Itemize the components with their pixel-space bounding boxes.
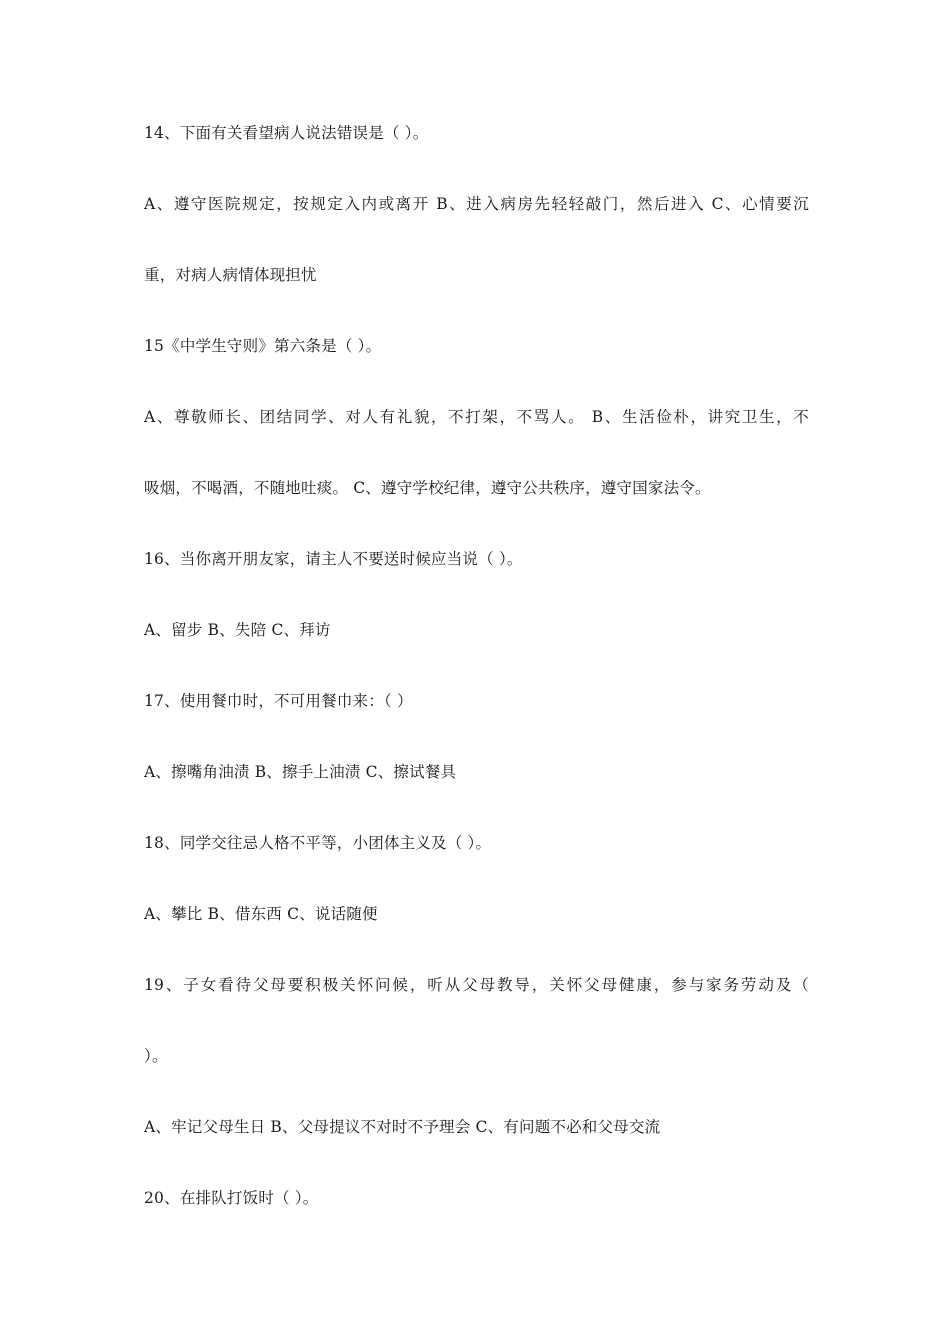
spacer [144, 152, 809, 188]
question-14-options-line-1: A、遵守医院规定，按规定入内或离开 B、进入病房先轻轻敲门，然后进入 C、心情要沉 [144, 195, 809, 213]
question-17-stem: 17、使用餐巾时，不可用餐巾来：（ ） [144, 692, 413, 710]
spacer [144, 791, 809, 827]
question-15-options-line-1: A、尊敬师长、团结同学、对人有礼貌，不打架，不骂人。 B、生活俭朴，讲究卫生，不 [144, 408, 809, 426]
question-16-options: A、留步 B、失陪 C、拜访 [144, 621, 331, 639]
spacer [144, 1004, 809, 1040]
spacer [144, 720, 809, 756]
question-20-stem: 20、在排队打饭时（ ）。 [144, 1189, 319, 1207]
question-17-options: A、擦嘴角油渍 B、擦手上油渍 C、擦试餐具 [144, 763, 457, 781]
question-15-options-line-2: 吸烟，不喝酒，不随地吐痰。 C、遵守学校纪律，遵守公共秩序，遵守国家法令。 [144, 479, 711, 497]
spacer [144, 862, 809, 898]
question-16-stem: 16、当你离开朋友家，请主人不要送时候应当说（ ）。 [144, 550, 523, 568]
question-19-stem-line-1: 19、子女看待父母要积极关怀问候，听从父母教导，关怀父母健康，参与家务劳动及（ [144, 976, 809, 994]
question-list [144, 116, 809, 1217]
spacer [144, 578, 809, 614]
spacer [144, 436, 809, 472]
spacer [144, 1146, 809, 1182]
spacer [144, 507, 809, 543]
spacer [144, 223, 809, 259]
question-18-stem: 18、同学交往忌人格不平等，小团体主义及（ ）。 [144, 834, 492, 852]
question-14-stem: 14、下面有关看望病人说法错误是（ ）。 [144, 124, 429, 142]
question-14-options-line-2: 重，对病人病情体现担忧 [144, 266, 317, 284]
question-19-options: A、牢记父母生日 B、父母提议不对时不予理会 C、有问题不必和父母交流 [144, 1118, 661, 1136]
question-18-options: A、攀比 B、借东西 C、说话随便 [144, 905, 378, 923]
spacer [144, 1075, 809, 1111]
question-19-stem-line-2: ）。 [144, 1047, 168, 1065]
spacer [144, 933, 809, 969]
spacer [144, 294, 809, 330]
spacer [144, 365, 809, 401]
spacer [144, 649, 809, 685]
question-15-stem: 15《中学生守则》第六条是（ ）。 [144, 337, 382, 355]
